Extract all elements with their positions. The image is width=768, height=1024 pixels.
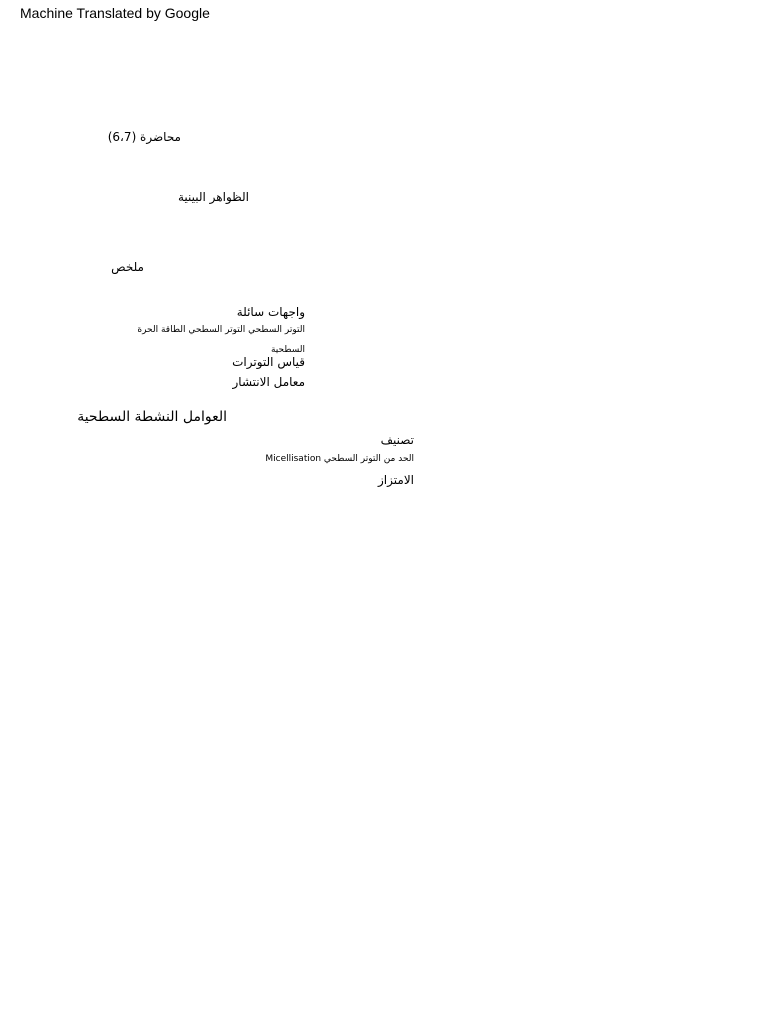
micellisation-item: الحد من التوتر السطحي Micellisation <box>265 454 414 464</box>
liquid-interfaces-heading: واجهات سائلة <box>236 305 305 319</box>
spreading-coefficient-item: معامل الانتشار <box>232 375 305 389</box>
lecture-number: محاضرة (6،7) <box>107 130 181 144</box>
classification-item: تصنيف <box>380 433 414 447</box>
surfactants-heading: العوامل النشطة السطحية <box>77 409 227 425</box>
adsorption-item: الامتزاز <box>378 473 414 487</box>
liquid-interfaces-subitems-continued: السطحية <box>270 345 305 355</box>
liquid-interfaces-subitems: التوتر السطحي التوتر السطحي الطاقة الحرة <box>137 325 305 335</box>
summary-heading: ملخص <box>111 260 144 274</box>
document-title: الظواهر البينية <box>177 190 249 204</box>
machine-translation-banner: Machine Translated by Google <box>20 5 210 21</box>
tension-measurement-item: قياس التوترات <box>232 355 305 369</box>
